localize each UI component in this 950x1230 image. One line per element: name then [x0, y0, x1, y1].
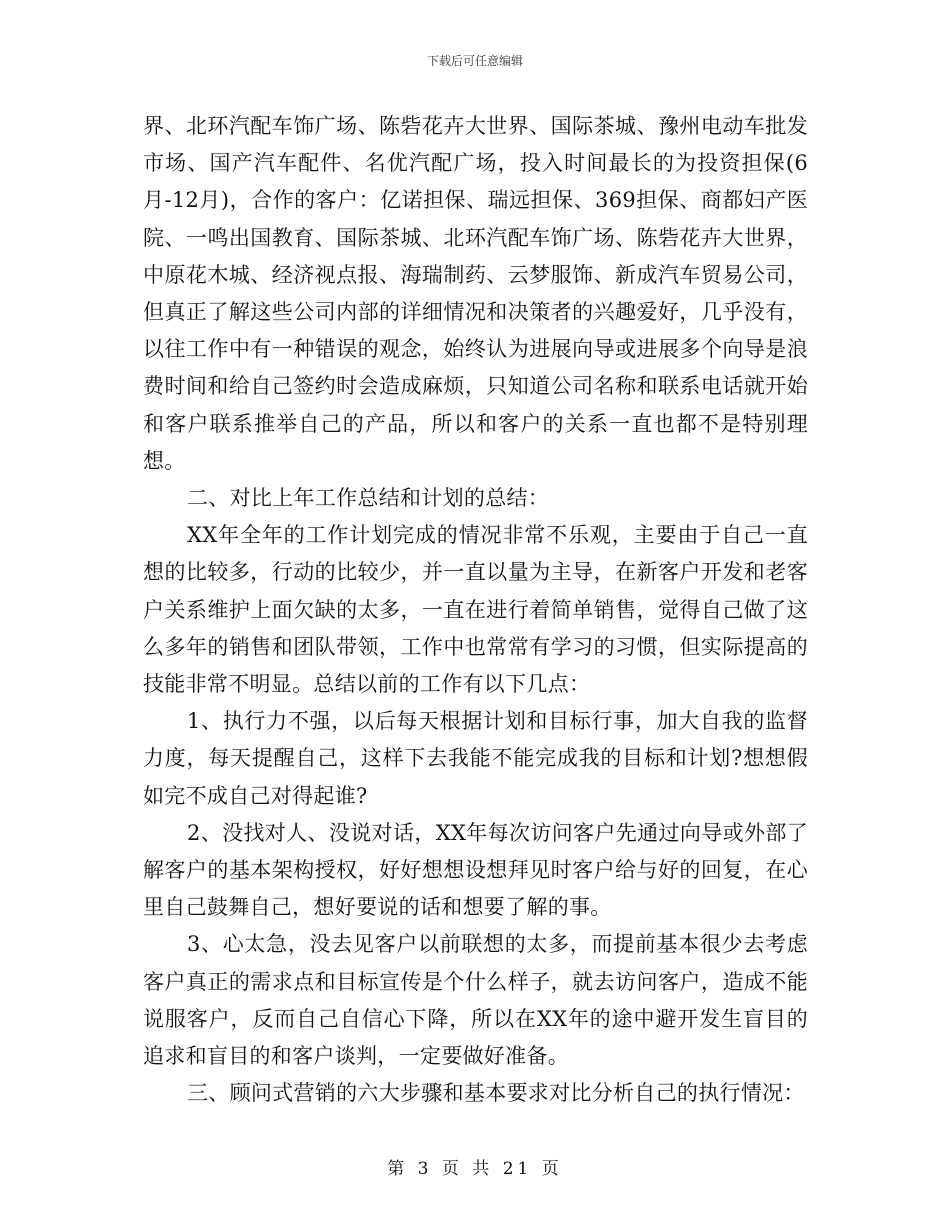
- section-heading-2: 二、对比上年工作总结和计划的总结：: [187, 486, 550, 511]
- section-heading-3: 三、顾问式营销的六大步骤和基本要求对比分析自己的执行情况：: [187, 1081, 805, 1106]
- page-header: 下载后可任意编辑: [426, 54, 523, 68]
- list-item-2: 2、没找对人、没说对话，XX年每次访问客户先通过向导或外部了解客户的基本架构授权，好好想想设想拜见时客户给与好的回复，在心里自己鼓舞自己，想好要说的话和想要了解的事。: [143, 820, 808, 920]
- list-item-1: 1、执行力不强，以后每天根据计划和目标行事，加大自我的监督力度，每天提醒自己，这样下去我能不能完成我的目标和计划?想想假如完不成自己对得起谁?: [143, 709, 808, 808]
- document-body: [143, 108, 808, 1112]
- paragraph-3: XX年全年的工作计划完成的情况非常不乐观，主要由于自己一直想的比较多，行动的比较少，并一直以量为主导，在新客户开发和老客户关系维护上面欠缺的太多，一直在进行着简单销售，觉得自己做了这么多年的销售和团队带领，工作中也常常有学习的习惯，但实际提高的技能非常不明显。总结以前的工作有以下几点：: [143, 523, 808, 697]
- paragraph-1: 界、北环汽配车饰广场、陈砦花卉大世界、国际茶城、豫州电动车批发市场、国产汽车配件、名优汽配广场，投入时间最长的为投资担保(6月-12月)，合作的客户：亿诺担保、瑞远担保、369担保、商都妇产医院、一鸣出国教育、国际茶城、北环汽配车饰广场、陈砦花卉大世界，中原花木城、经济视点报、海瑞制药、云梦服饰、新成汽车贸易公司，但真正了解这些公司内部的详细情况和决策者的兴趣爱好，几乎没有，以往工作中有一种错误的观念，始终认为进展向导或进展多个向导是浪费时间和给自己签约时会造成麻烦，只知道公司名称和联系电话就开始和客户联系推举自己的产品，所以和客户的关系一直也都不是特别理想。: [143, 114, 808, 473]
- list-item-3: 3、心太急，没去见客户以前联想的太多，而提前基本很少去考虑客户真正的需求点和目标宣传是个什么样子，就去访问客户，造成不能说服客户，反而自己自信心下降，所以在XX年的途中避开发生盲目的追求和盲目的和客户谈判，一定要做好准备。: [143, 932, 808, 1069]
- page-number: 第 3 页 共 21 页: [387, 1159, 563, 1179]
